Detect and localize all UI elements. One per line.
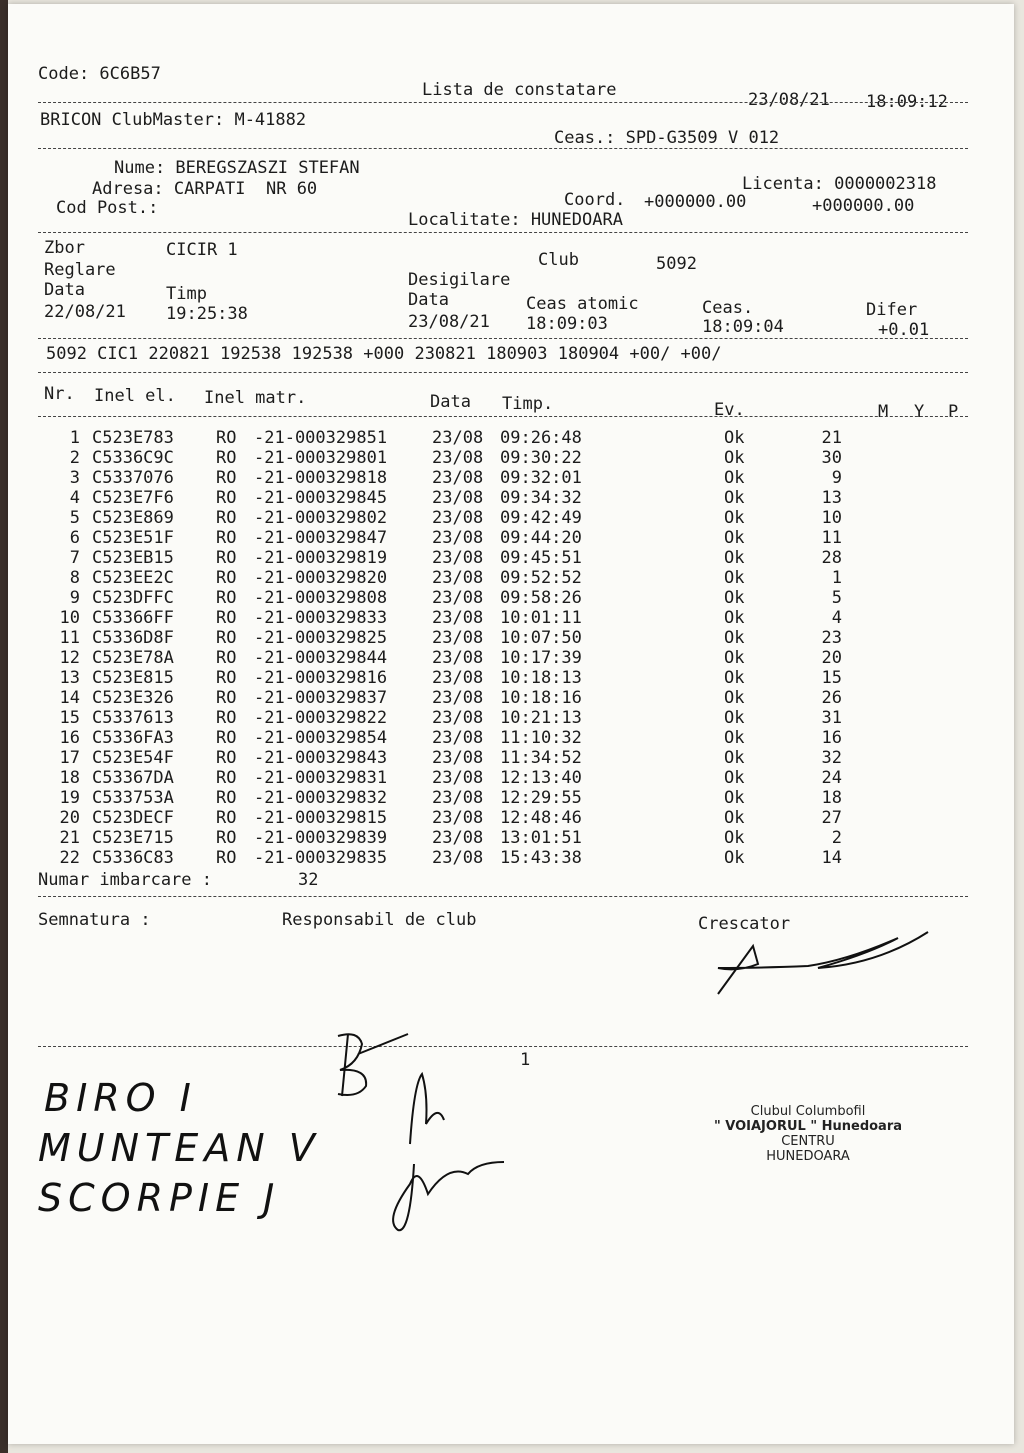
table-row: [8, 648, 1008, 668]
cell-nr: 4: [69, 488, 80, 508]
cell-data: 23/08: [432, 588, 484, 608]
cell-ev: Ok: [724, 808, 745, 828]
cell-nr: 6: [69, 528, 80, 548]
cell-n: 21: [821, 428, 842, 448]
cell-matr: -21-000329832: [254, 788, 388, 808]
cell-ro: RO: [216, 428, 237, 448]
cell-data: 23/08: [432, 728, 484, 748]
cell-matr: -21-000329818: [254, 468, 388, 488]
cell-ro: RO: [216, 448, 237, 468]
cell-data: 23/08: [432, 828, 484, 848]
locality: Localitate: HUNEDOARA: [408, 210, 623, 230]
cell-n: 5: [831, 588, 842, 608]
table-row: [8, 488, 1008, 508]
cell-ro: RO: [216, 508, 237, 528]
cell-ev: Ok: [724, 568, 745, 588]
cell-n: 2: [831, 828, 842, 848]
cell-ev: Ok: [724, 588, 745, 608]
cell-ro: RO: [216, 468, 237, 488]
cell-ro: RO: [216, 768, 237, 788]
table-row: [8, 828, 1008, 848]
cell-nr: 1: [69, 428, 80, 448]
divider: [38, 232, 968, 233]
cell-ev: Ok: [724, 688, 745, 708]
cell-data: 23/08: [432, 648, 484, 668]
cell-timp: 09:44:20: [500, 528, 582, 548]
cell-ro: RO: [216, 568, 237, 588]
page-number: 1: [520, 1050, 531, 1070]
table-row: [8, 668, 1008, 688]
cell-ro: RO: [216, 808, 237, 828]
cell-matr: -21-000329854: [254, 728, 388, 748]
atomic-clock-label: Ceas atomic: [526, 294, 639, 314]
cell-matr: -21-000329837: [254, 688, 388, 708]
col-ev: Ev.: [714, 400, 745, 420]
cell-timp: 12:48:46: [500, 808, 582, 828]
cell-timp: 11:34:52: [500, 748, 582, 768]
cell-ro: RO: [216, 488, 237, 508]
cell-data: 23/08: [432, 508, 484, 528]
cell-timp: 09:45:51: [500, 548, 582, 568]
cell-matr: -21-000329815: [254, 808, 388, 828]
cell-nr: 9: [69, 588, 80, 608]
breeder-signature-icon: [698, 924, 948, 1004]
cell-ev: Ok: [724, 608, 745, 628]
cell-data: 23/08: [432, 428, 484, 448]
table-row: [8, 788, 1008, 808]
divider: [38, 338, 968, 339]
cell-timp: 12:29:55: [500, 788, 582, 808]
cell-ro: RO: [216, 848, 237, 868]
cell-nr: 2: [69, 448, 80, 468]
cell-matr: -21-000329835: [254, 848, 388, 868]
cell-nr: 3: [69, 468, 80, 488]
cell-el: C5337076: [92, 468, 174, 488]
cell-nr: 15: [59, 708, 80, 728]
cell-matr: -21-000329801: [254, 448, 388, 468]
cell-timp: 15:43:38: [500, 848, 582, 868]
cell-timp: 09:26:48: [500, 428, 582, 448]
cell-el: C523E51F: [92, 528, 174, 548]
cell-ro: RO: [216, 708, 237, 728]
table-row: [8, 528, 1008, 548]
reglare-time: 19:25:38: [166, 304, 248, 324]
cell-ev: Ok: [724, 648, 745, 668]
cell-n: 26: [821, 688, 842, 708]
cell-n: 27: [821, 808, 842, 828]
clock-serial: Ceas.: SPD-G3509 V 012: [554, 128, 780, 148]
cell-data: 23/08: [432, 848, 484, 868]
coord-x: +000000.00: [644, 192, 747, 212]
licence-number: Licenta: 0000002318: [742, 174, 937, 194]
cell-matr: -21-000329845: [254, 488, 388, 508]
cell-nr: 7: [69, 548, 80, 568]
table-row: [8, 688, 1008, 708]
cell-data: 23/08: [432, 688, 484, 708]
cell-matr: -21-000329843: [254, 748, 388, 768]
cell-timp: 10:07:50: [500, 628, 582, 648]
table-row: [8, 608, 1008, 628]
cell-timp: 09:42:49: [500, 508, 582, 528]
cell-el: C5336C9C: [92, 448, 174, 468]
code-label: Code: 6C6B57: [38, 64, 161, 84]
cell-matr: -21-000329819: [254, 548, 388, 568]
cell-el: C5336C83: [92, 848, 174, 868]
divider: [38, 896, 968, 897]
cell-nr: 14: [59, 688, 80, 708]
cell-nr: 8: [69, 568, 80, 588]
cell-n: 23: [821, 628, 842, 648]
cell-el: C523E78A: [92, 648, 174, 668]
desig-date: 23/08/21: [408, 312, 490, 332]
cell-el: C5337613: [92, 708, 174, 728]
cell-el: C523DECF: [92, 808, 174, 828]
cell-ro: RO: [216, 608, 237, 628]
cell-n: 10: [821, 508, 842, 528]
cell-ev: Ok: [724, 768, 745, 788]
cell-ro: RO: [216, 688, 237, 708]
cell-n: 4: [831, 608, 842, 628]
table-row: [8, 748, 1008, 768]
table-row: [8, 628, 1008, 648]
table-row: [8, 728, 1008, 748]
col-data: Data: [430, 392, 471, 412]
stamp-line-3: CENTRU: [781, 1134, 835, 1149]
club-value: 5092: [656, 254, 697, 274]
cell-n: 32: [821, 748, 842, 768]
cell-timp: 13:01:51: [500, 828, 582, 848]
difference-value: +0.01: [878, 320, 930, 340]
cell-matr: -21-000329851: [254, 428, 388, 448]
cell-el: C523E815: [92, 668, 174, 688]
data-label: Data: [44, 280, 85, 300]
desigilare-label: Desigilare: [408, 270, 511, 290]
cell-n: 16: [821, 728, 842, 748]
stamp-line-2: " VOIAJORUL " Hunedoara: [713, 1119, 903, 1134]
clock-label: Ceas.: [702, 298, 754, 318]
col-inel-matr: Inel matr.: [204, 388, 307, 408]
cell-ro: RO: [216, 828, 237, 848]
cell-timp: 10:01:11: [500, 608, 582, 628]
cell-matr: -21-000329808: [254, 588, 388, 608]
code-line: 5092 CIC1 220821 192538 192538 +000 230821 180903 180904 +00/ +00/: [46, 344, 722, 364]
cell-data: 23/08: [432, 748, 484, 768]
cell-n: 11: [821, 528, 842, 548]
owner-address: Adresa: CARPATI NR 60: [92, 179, 318, 199]
cell-nr: 12: [59, 648, 80, 668]
cell-ev: Ok: [724, 728, 745, 748]
cell-timp: 10:17:39: [500, 648, 582, 668]
cell-data: 23/08: [432, 668, 484, 688]
cell-timp: 09:30:22: [500, 448, 582, 468]
cell-matr: -21-000329844: [254, 648, 388, 668]
cell-nr: 20: [59, 808, 80, 828]
cell-data: 23/08: [432, 808, 484, 828]
cell-ev: Ok: [724, 788, 745, 808]
cell-el: C523E783: [92, 428, 174, 448]
reglare-label: Reglare: [44, 260, 116, 280]
stamp-line-1: Clubul Columbofil: [750, 1104, 866, 1119]
table-row: [8, 708, 1008, 728]
cell-n: 1: [831, 568, 842, 588]
cell-nr: 17: [59, 748, 80, 768]
cell-ev: Ok: [724, 448, 745, 468]
table-row: [8, 508, 1008, 528]
cell-ro: RO: [216, 648, 237, 668]
cell-data: 23/08: [432, 788, 484, 808]
breeder-label: Crescator: [698, 914, 791, 934]
cell-el: C53367DA: [92, 768, 174, 788]
handwritten-name-3: SCORPIE J: [38, 1176, 281, 1220]
clock-value: 18:09:04: [702, 317, 784, 337]
cell-data: 23/08: [432, 568, 484, 588]
cell-n: 30: [821, 448, 842, 468]
cell-matr: -21-000329833: [254, 608, 388, 628]
cell-ro: RO: [216, 748, 237, 768]
cell-timp: 09:32:01: [500, 468, 582, 488]
cell-matr: -21-000329825: [254, 628, 388, 648]
cell-data: 23/08: [432, 528, 484, 548]
cell-n: 9: [831, 468, 842, 488]
cell-matr: -21-000329831: [254, 768, 388, 788]
reglare-date: 22/08/21: [44, 302, 126, 322]
cell-el: C523DFFC: [92, 588, 174, 608]
difference-label: Difer: [866, 300, 918, 320]
cell-matr: -21-000329816: [254, 668, 388, 688]
stamp-line-4: HUNEDOARA: [766, 1149, 850, 1164]
cell-data: 23/08: [432, 768, 484, 788]
cell-ro: RO: [216, 788, 237, 808]
divider: [38, 102, 968, 103]
cell-timp: 10:21:13: [500, 708, 582, 728]
cell-n: 20: [821, 648, 842, 668]
divider: [38, 416, 968, 417]
cell-n: 28: [821, 548, 842, 568]
time-label: Timp: [166, 284, 207, 304]
cell-nr: 16: [59, 728, 80, 748]
coord-label: Coord.: [564, 190, 626, 210]
document-page: [8, 4, 1014, 1444]
cell-timp: 10:18:13: [500, 668, 582, 688]
col-timp: Timp.: [502, 394, 554, 414]
col-m: M: [878, 402, 889, 422]
cell-n: 24: [821, 768, 842, 788]
flight-label: Zbor: [44, 238, 85, 258]
cell-data: 23/08: [432, 628, 484, 648]
cell-timp: 09:34:32: [500, 488, 582, 508]
table-row: [8, 808, 1008, 828]
cell-nr: 22: [59, 848, 80, 868]
cell-matr: -21-000329820: [254, 568, 388, 588]
divider: [38, 372, 968, 373]
cell-el: C53366FF: [92, 608, 174, 628]
cell-ev: Ok: [724, 828, 745, 848]
cell-ro: RO: [216, 728, 237, 748]
divider: [38, 148, 968, 149]
cell-ev: Ok: [724, 488, 745, 508]
cell-timp: 09:58:26: [500, 588, 582, 608]
col-p: P: [948, 402, 959, 422]
cell-el: C523E715: [92, 828, 174, 848]
cell-ev: Ok: [724, 428, 745, 448]
col-inel-el: Inel el.: [94, 386, 176, 406]
cell-ev: Ok: [724, 708, 745, 728]
cell-ro: RO: [216, 548, 237, 568]
cell-el: C523E326: [92, 688, 174, 708]
cell-matr: -21-000329847: [254, 528, 388, 548]
cell-data: 23/08: [432, 708, 484, 728]
cell-data: 23/08: [432, 448, 484, 468]
cell-ev: Ok: [724, 748, 745, 768]
cell-timp: 10:18:16: [500, 688, 582, 708]
table-row: [8, 428, 1008, 448]
cell-n: 13: [821, 488, 842, 508]
table-row: [8, 848, 1008, 868]
signature-label: Semnatura :: [38, 910, 151, 930]
print-date: 23/08/21: [748, 90, 830, 110]
table-row: [8, 768, 1008, 788]
coord-y: +000000.00: [812, 196, 915, 216]
cell-n: 18: [821, 788, 842, 808]
owner-name: Nume: BEREGSZASZI STEFAN: [114, 158, 360, 178]
cell-nr: 21: [59, 828, 80, 848]
atomic-clock-value: 18:09:03: [526, 314, 608, 334]
cell-ev: Ok: [724, 528, 745, 548]
club-responsible-label: Responsabil de club: [282, 910, 477, 930]
cell-nr: 13: [59, 668, 80, 688]
photo-edge: [0, 0, 8, 1453]
cell-ro: RO: [216, 628, 237, 648]
cell-n: 14: [821, 848, 842, 868]
cell-data: 23/08: [432, 488, 484, 508]
col-y: Y: [914, 402, 925, 422]
cell-nr: 18: [59, 768, 80, 788]
cell-ro: RO: [216, 588, 237, 608]
cell-matr: -21-000329839: [254, 828, 388, 848]
table-row: [8, 448, 1008, 468]
cell-el: C523E54F: [92, 748, 174, 768]
cell-el: C523E869: [92, 508, 174, 528]
flight-value: CICIR 1: [166, 240, 238, 260]
cell-el: C523E7F6: [92, 488, 174, 508]
cell-el: C523EB15: [92, 548, 174, 568]
cell-timp: 11:10:32: [500, 728, 582, 748]
cell-el: C533753A: [92, 788, 174, 808]
cell-ev: Ok: [724, 848, 745, 868]
boarding-count-label: Numar imbarcare :: [38, 870, 212, 890]
cell-nr: 11: [59, 628, 80, 648]
postal-code: Cod Post.:: [56, 198, 159, 218]
col-nr: Nr.: [44, 384, 75, 404]
cell-el: C5336D8F: [92, 628, 174, 648]
clubmaster-id: BRICON ClubMaster: M-41882: [40, 110, 307, 130]
handwritten-name-2: MUNTEAN V: [38, 1126, 321, 1170]
cell-nr: 19: [59, 788, 80, 808]
boarding-count-value: 32: [298, 870, 319, 890]
cell-ev: Ok: [724, 548, 745, 568]
table-row: [8, 588, 1008, 608]
cell-matr: -21-000329822: [254, 708, 388, 728]
cell-ev: Ok: [724, 668, 745, 688]
cell-data: 23/08: [432, 608, 484, 628]
cell-data: 23/08: [432, 548, 484, 568]
cell-el: C5336FA3: [92, 728, 174, 748]
handwritten-signatures-icon: [318, 1024, 518, 1244]
cell-n: 31: [821, 708, 842, 728]
table-row: [8, 548, 1008, 568]
cell-n: 15: [821, 668, 842, 688]
table-row: [8, 468, 1008, 488]
cell-el: C523EE2C: [92, 568, 174, 588]
cell-ro: RO: [216, 528, 237, 548]
cell-nr: 10: [59, 608, 80, 628]
cell-ev: Ok: [724, 468, 745, 488]
cell-timp: 09:52:52: [500, 568, 582, 588]
document-title: Lista de constatare: [422, 80, 617, 100]
cell-matr: -21-000329802: [254, 508, 388, 528]
cell-data: 23/08: [432, 468, 484, 488]
desig-data-label: Data: [408, 290, 449, 310]
cell-nr: 5: [69, 508, 80, 528]
club-label: Club: [538, 250, 579, 270]
table-row: [8, 568, 1008, 588]
cell-ev: Ok: [724, 508, 745, 528]
club-stamp: [708, 1104, 908, 1164]
handwritten-name-1: BIRO I: [44, 1076, 197, 1120]
print-time: 18:09:12: [866, 92, 948, 112]
cell-ro: RO: [216, 668, 237, 688]
cell-ev: Ok: [724, 628, 745, 648]
cell-timp: 12:13:40: [500, 768, 582, 788]
